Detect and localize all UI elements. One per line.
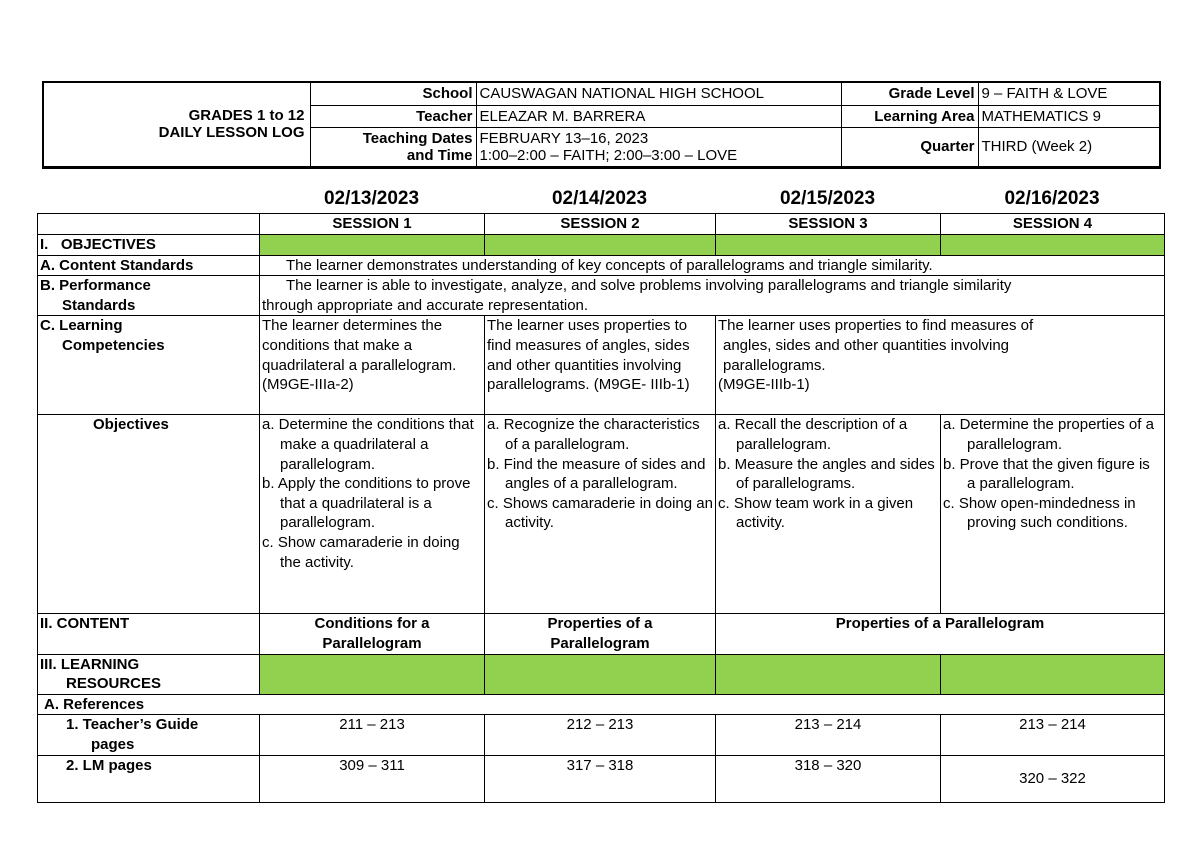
blank-corner-cell (38, 214, 260, 235)
objective-s4-a: a. Determine the properties of a parallelogram. (943, 416, 1154, 453)
lm-pages-label (38, 755, 260, 802)
objective-s3-b: b. Measure the angles and sides of parallelograms. (718, 455, 935, 493)
content-label: II. CONTENT (38, 614, 260, 654)
teaching-dates-label (310, 127, 476, 167)
competency-session-3-4 (716, 316, 1165, 415)
teaching-dates-value-line2: 1:00–2:00 – FAITH; 2:00–3:00 – LOVE (479, 146, 738, 164)
content-s1-line1: Conditions for a (314, 615, 430, 633)
objective-s4-c: c. Show open-mindedness in proving such conditions. (943, 494, 1136, 532)
competency-session-2: The learner uses properties to find measures of angles, sides and other quantities involving parallelograms. (M9GE- IIIb-1) (485, 316, 716, 415)
content-standards-label: A. Content Standards (38, 255, 260, 276)
objectives-fill-3 (716, 234, 941, 255)
quarter-value: THIRD (Week 2) (978, 127, 1160, 167)
resources-fill-4 (941, 654, 1165, 694)
date-session-3: 02/15/2023 (779, 188, 876, 209)
content-standards-text (260, 255, 1165, 276)
tg-label-line1: 1. Teacher’s Guide (66, 716, 199, 734)
lm-label-text: 2. LM pages (66, 756, 152, 774)
resources-label-line2: RESOURCES (66, 675, 162, 693)
log-title-line1: GRADES 1 to 12 (188, 107, 305, 125)
objectives-label-text: Objectives (93, 416, 169, 434)
objectives-session-3 (716, 415, 941, 614)
header-table (42, 81, 1161, 169)
comp-s34-line3: parallelograms. (723, 356, 826, 374)
resources-fill-3 (716, 654, 941, 694)
learning-area-value: MATHEMATICS 9 (978, 105, 1160, 127)
tg-pages-session-4: 213 – 214 (941, 715, 1165, 755)
objective-s3-a: a. Recall the description of a parallelogram. (718, 416, 908, 453)
resources-fill-2 (485, 654, 716, 694)
lm-pages-session-3: 318 – 320 (716, 755, 941, 802)
performance-standards-text (260, 276, 1165, 316)
lm-pages-session-1: 309 – 311 (260, 755, 485, 802)
tg-pages-session-3: 213 – 214 (716, 715, 941, 755)
objective-s3-c: c. Show team work in a given activity. (718, 494, 914, 532)
objective-s1-a: a. Determine the conditions that make a quadrilateral a parallelogram. (262, 416, 474, 473)
objective-s2-c: c. Shows camaraderie in doing an activity. (487, 494, 713, 532)
session-3-header: SESSION 3 (716, 214, 941, 235)
learning-area-label: Learning Area (841, 105, 978, 127)
competency-session-1: The learner determines the conditions that make a quadrilateral a parallelogram. (M9GE-IIIa-2) (260, 316, 485, 415)
lm-pages-session-4: 320 – 322 (941, 755, 1165, 802)
content-s2-line1: Properties of a (547, 615, 653, 633)
learning-resources-label (38, 654, 260, 694)
objective-s2-b: b. Find the measure of sides and angles of a parallelogram. (487, 455, 706, 493)
performance-label-line1: B. Performance (40, 277, 151, 295)
teaching-dates-value-line1: FEBRUARY 13–16, 2023 (479, 129, 649, 147)
teaching-dates-label-line2: and Time (406, 146, 473, 164)
session-2-header: SESSION 2 (485, 214, 716, 235)
grade-level-value: 9 – FAITH & LOVE (978, 82, 1160, 105)
resources-fill-1 (260, 654, 485, 694)
school-value: CAUSWAGAN NATIONAL HIGH SCHOOL (476, 82, 841, 105)
content-standards-value: The learner demonstrates understanding of key concepts of parallelograms and triangle similarity. (286, 256, 933, 274)
date-session-1: 02/13/2023 (323, 188, 420, 209)
content-session-2 (485, 614, 716, 654)
session-1-header: SESSION 1 (260, 214, 485, 235)
school-label: School (310, 82, 476, 105)
content-session-3-4: Properties of a Parallelogram (716, 614, 1165, 654)
objectives-heading: I. OBJECTIVES (38, 234, 260, 255)
teachers-guide-label (38, 715, 260, 755)
objective-s2-a: a. Recognize the characteristics of a parallelogram. (487, 416, 700, 453)
lesson-log-table (37, 213, 1165, 803)
performance-standards-label (38, 276, 260, 316)
teaching-dates-label-line1: Teaching Dates (362, 129, 473, 147)
objective-s4-b: b. Prove that the given figure is a parallelogram. (943, 455, 1150, 493)
content-s1-line2: Parallelogram (322, 634, 422, 652)
tg-pages-session-1: 211 – 213 (260, 715, 485, 755)
quarter-label: Quarter (841, 127, 978, 167)
session-4-header: SESSION 4 (941, 214, 1165, 235)
objectives-session-4 (941, 415, 1165, 614)
objectives-fill-4 (941, 234, 1165, 255)
date-session-2: 02/14/2023 (551, 188, 648, 209)
performance-label-line2: Standards (62, 296, 136, 314)
comp-s34-line1: The learner uses properties to find measures of (718, 317, 1034, 335)
teacher-value: ELEAZAR M. BARRERA (476, 105, 841, 127)
competencies-label-line1: C. Learning (40, 317, 123, 335)
resources-label-line1: III. LEARNING (40, 655, 140, 673)
objectives-session-2 (485, 415, 716, 614)
performance-text-line1: The learner is able to investigate, analyze, and solve problems involving parallelograms and triangle similarity (286, 277, 1012, 295)
grade-level-label: Grade Level (841, 82, 978, 105)
learning-competencies-label (38, 316, 260, 415)
references-label-text: A. References (44, 695, 145, 713)
comp-s34-line2: angles, sides and other quantities involving (723, 336, 1010, 354)
content-session-1 (260, 614, 485, 654)
session-dates (259, 188, 1164, 210)
teacher-label: Teacher (310, 105, 476, 127)
tg-pages-session-2: 212 – 213 (485, 715, 716, 755)
lm-pages-session-2: 317 – 318 (485, 755, 716, 802)
references-label (38, 694, 1165, 715)
objectives-session-1 (260, 415, 485, 614)
competencies-label-line2: Competencies (62, 336, 165, 354)
comp-s34-line4: (M9GE-IIIb-1) (718, 376, 810, 394)
log-title-line2: DAILY LESSON LOG (158, 124, 305, 142)
objectives-fill-1 (260, 234, 485, 255)
objectives-fill-2 (485, 234, 716, 255)
objective-s1-b: b. Apply the conditions to prove that a quadrilateral is a parallelogram. (262, 475, 471, 532)
tg-label-line2: pages (91, 735, 135, 753)
date-session-4: 02/16/2023 (1004, 188, 1100, 209)
objectives-label (38, 415, 260, 614)
performance-text-line2: through appropriate and accurate representation. (262, 296, 589, 314)
teaching-dates-value (476, 127, 841, 167)
objective-s1-c: c. Show camaraderie in doing the activity. (262, 533, 460, 571)
log-title (43, 82, 310, 167)
content-s2-line2: Parallelogram (550, 634, 650, 652)
